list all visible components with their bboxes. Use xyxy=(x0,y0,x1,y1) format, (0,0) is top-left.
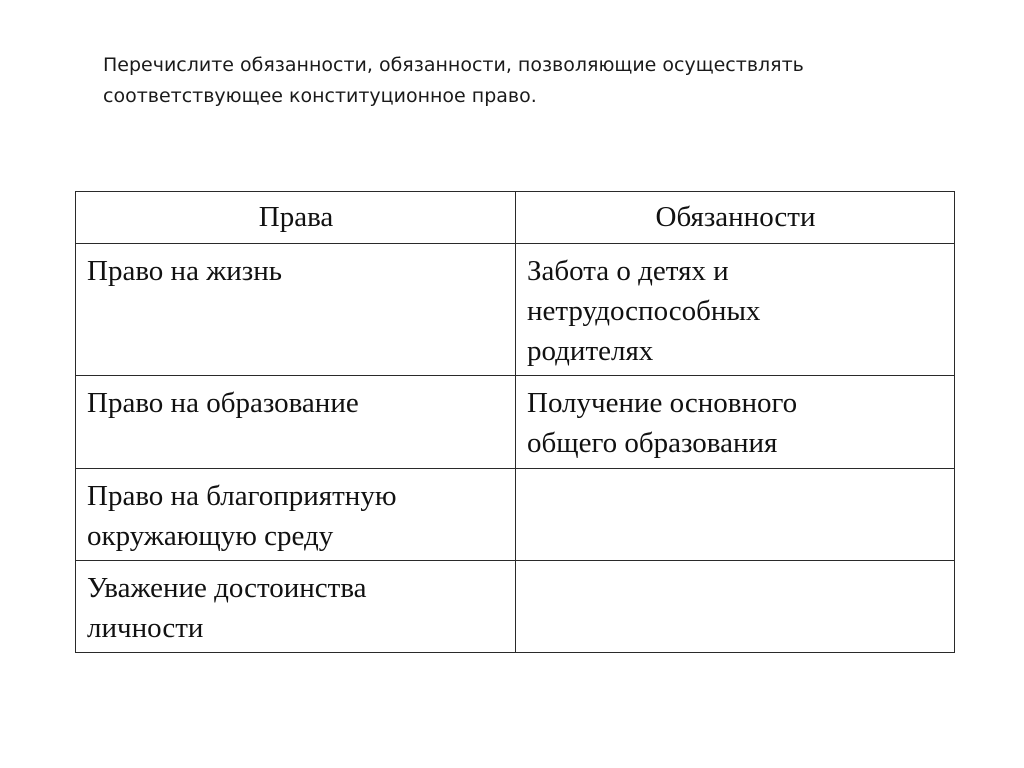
cell-duty-line: Забота о детях и xyxy=(527,255,729,287)
cell-right xyxy=(76,244,516,376)
table-row xyxy=(76,561,955,653)
cell-right-line: Право на жизнь xyxy=(87,255,282,287)
cell-duty-empty xyxy=(516,469,955,561)
instruction-line-2: соответствующее конституционное право. xyxy=(103,85,537,107)
cell-duty-empty xyxy=(516,561,955,653)
table-row xyxy=(76,244,955,376)
cell-duty xyxy=(516,244,955,376)
cell-duty-line: Получение основного xyxy=(527,387,798,419)
cell-right-line: окружающую среду xyxy=(87,520,334,552)
cell-duty-line: нетрудоспособных xyxy=(527,295,761,327)
header-duties: Обязанности xyxy=(516,192,955,244)
cell-right-line: Право на благоприятную xyxy=(87,480,397,512)
cell-right-line: личности xyxy=(87,612,204,644)
table-row xyxy=(76,376,955,469)
table-row xyxy=(76,469,955,561)
cell-duty-line: общего образования xyxy=(527,427,778,459)
cell-duty xyxy=(516,376,955,469)
cell-right xyxy=(76,561,516,653)
header-rights: Права xyxy=(76,192,516,244)
cell-right xyxy=(76,376,516,469)
cell-right xyxy=(76,469,516,561)
table-header-row xyxy=(76,192,955,244)
cell-right-line: Уважение достоинства xyxy=(87,572,367,604)
task-instruction xyxy=(103,50,943,112)
cell-right-line: Право на образование xyxy=(87,387,359,419)
rights-duties-table xyxy=(75,191,955,653)
cell-duty-line: родителях xyxy=(527,335,654,367)
instruction-line-1: Перечислите обязанности, обязанности, позволяющие осуществлять xyxy=(103,54,804,76)
